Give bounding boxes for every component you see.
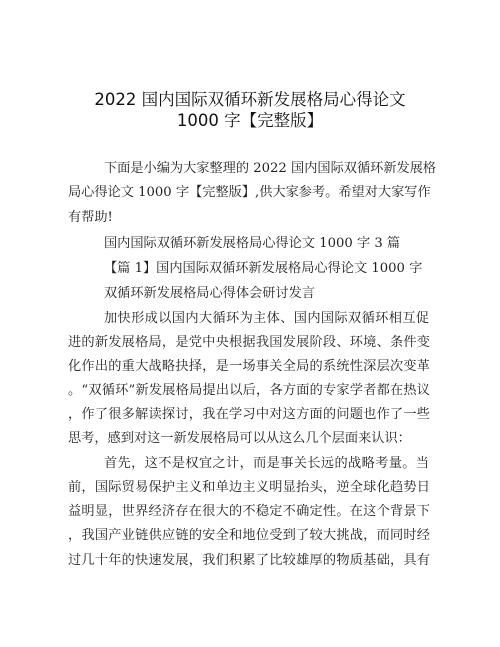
body-line: 局心得论文 1000 字【完整版】,供大家参考。希望对大家写作: [68, 185, 431, 200]
body-line: 。“双循环”新发展格局提出以后，各方面的专家学者都在热议: [68, 383, 430, 398]
document-title-line-2: 1000 字【完整版】: [176, 111, 324, 130]
body-line: 过几十年的快速发展，我们积累了比较雄厚的物质基础，具有: [68, 553, 430, 568]
body-line: ，我国产业链供应链的安全和地位受到了较大挑战，而同时经: [68, 528, 430, 543]
body-line: 益明显，世界经济存在很大的不稳定不确定性。在这个背景下: [68, 504, 430, 519]
body-line: 有帮助!: [68, 210, 113, 225]
article-subheading: 双循环新发展格局心得体会研讨发言: [104, 286, 315, 301]
body-line: 思考，感到对这一新发展格局可以从这么几个层面来认识：: [68, 431, 411, 446]
section-list-heading: 国内国际双循环新发展格局心得论文 1000 字 3 篇: [104, 236, 401, 251]
body-line: 化作出的重大战略抉择，是一场事关全局的系统性深层次变革: [68, 359, 430, 374]
body-line: 加快形成以国内大循环为主体、国内国际双循环相互促: [104, 311, 429, 326]
body-line: 首先，这不是权宜之计，而是事关长远的战略考量。当: [104, 456, 429, 471]
body-line: 进的新发展格局，是党中央根据我国发展阶段、环境、条件变: [68, 335, 430, 350]
document-title-line-1: 2022 国内国际双循环新发展格局心得论文: [94, 90, 406, 109]
body-line: 下面是小编为大家整理的 2022 国内国际双循环新发展格: [104, 161, 437, 176]
body-line: ，作了很多解读探讨，我在学习中对这方面的问题也作了一些: [68, 407, 430, 422]
body-line: 前，国际贸易保护主义和单边主义明显抬头，逆全球化趋势日: [68, 480, 430, 495]
article-heading: 【篇 1】国内国际双循环新发展格局心得论文 1000 字: [104, 261, 423, 276]
